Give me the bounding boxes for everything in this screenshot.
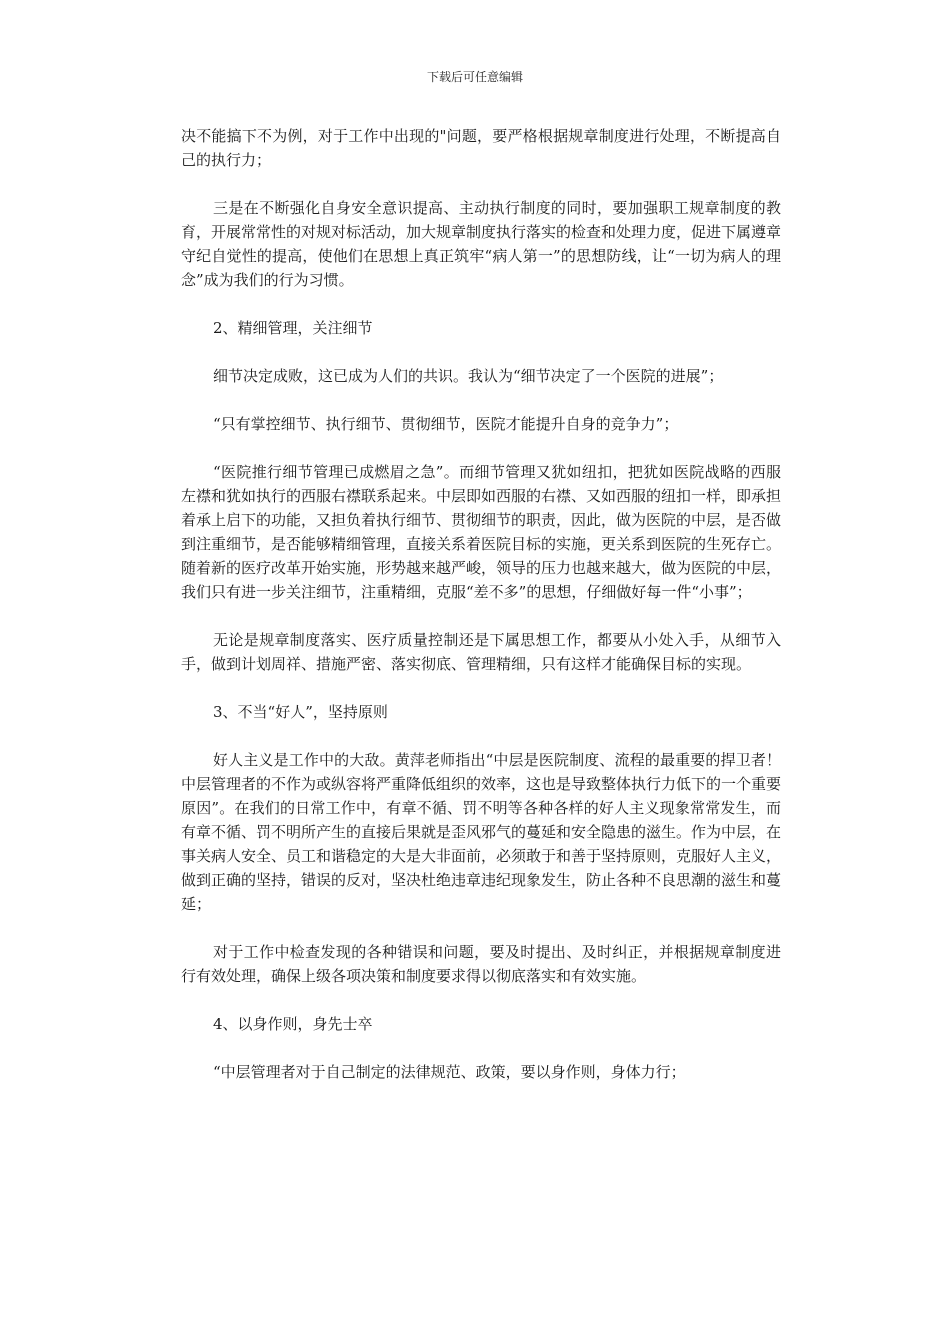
paragraph-1: 决不能搞下不为例，对于工作中出现的"问题，要严格根据规章制度进行处理，不断提高自己的执行力； [181,127,781,169]
section-heading-2: 2、精细管理，关注细节 [213,319,373,337]
paragraph-3: 细节决定成败，这已成为人们的共识。我认为“细节决定了一个医院的进展”； [213,367,724,385]
paragraph-2: 三是在不断强化自身安全意识提高、主动执行制度的同时，要加强职工规章制度的教育，开展常常性的对规对标活动，加大规章制度执行落实的检查和处理力度，促进下属遵章守纪自觉性的提高，使他们在思想上真正筑牢“病人第一”的思想防线，让“一切为病人的理念”成为我们的行为习惯。 [181,199,782,289]
paragraph-5: “医院推行细节管理已成燃眉之急”。而细节管理又犹如纽扣，把犹如医院战略的西服左襟和犹如执行的西服右襟联系起来。中层即如西服的右襟、又如西服的纽扣一样，即承担着承上启下的功能，又担负着执行细节、贯彻细节的职责，因此，做为医院的中层，是否做到注重细节，是否能够精细管理，直接关系着医院目标的实施，更关系到医院的生死存亡。随着新的医疗改革开始实施，形势越来越严峻，领导的压力也越来越大，做为医院的中层，我们只有进一步关注细节，注重精细，克服“差不多”的思想，仔细做好每一件“小事”； [181,463,782,601]
paragraph-9: “中层管理者对于自己制定的法律规范、政策，要以身作则，身体力行； [213,1063,686,1081]
paragraph-4: “只有掌控细节、执行细节、贯彻细节，医院才能提升自身的竞争力”； [213,415,679,433]
section-heading-4: 4、以身作则，身先士卒 [213,1015,373,1033]
document-body [181,124,781,1084]
paragraph-6: 无论是规章制度落实、医疗质量控制还是下属思想工作，都要从小处入手，从细节入手，做到计划周祥、措施严密、落实彻底、管理精细，只有这样才能确保目标的实现。 [181,631,781,673]
paragraph-8: 对于工作中检查发现的各种错误和问题，要及时提出、及时纠正，并根据规章制度进行有效处理，确保上级各项决策和制度要求得以彻底落实和有效实施。 [181,943,781,985]
paragraph-7: 好人主义是工作中的大敌。黄萍老师指出“中层是医院制度、流程的最重要的捍卫者！中层管理者的不作为或纵容将严重降低组织的效率，这也是导致整体执行力低下的一个重要原因”。在我们的日常工作中，有章不循、罚不明等各种各样的好人主义现象常常发生，而有章不循、罚不明所产生的直接后果就是歪风邪气的蔓延和安全隐患的滋生。作为中层，在事关病人安全、员工和谐稳定的大是大非面前，必须敢于和善于坚持原则，克服好人主义，做到正确的坚持，错误的反对，坚决杜绝违章违纪现象发生，防止各种不良思潮的滋生和蔓延； [181,751,782,913]
page-header: 下载后可任意编辑 [426,70,523,84]
section-heading-3: 3、不当“好人”，坚持原则 [213,703,388,721]
